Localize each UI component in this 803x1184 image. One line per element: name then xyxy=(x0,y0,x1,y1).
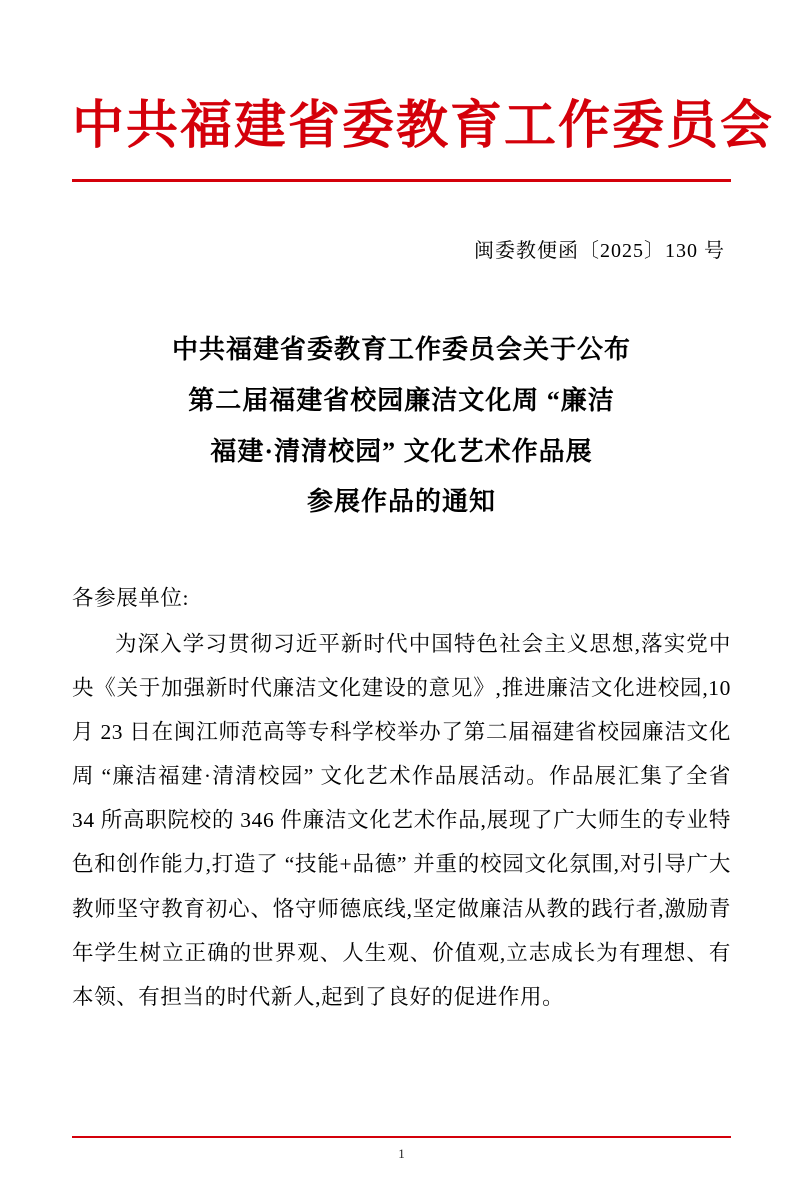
title-line-2: 第二届福建省校园廉洁文化周 “廉洁 xyxy=(188,386,615,416)
footer-divider-rule xyxy=(72,1136,731,1138)
document-body xyxy=(72,576,731,1019)
title-line-1: 中共福建省委教育工作委员会关于公布 xyxy=(171,335,631,365)
header-divider-rule xyxy=(72,179,731,182)
issuing-organization-title: 中共福建省委教育工作委员会 xyxy=(72,98,775,155)
body-paragraph-1: 为深入学习贯彻习近平新时代中国特色社会主义思想,落实党中央《关于加强新时代廉洁文化建设的意见》,推进廉洁文化进校园,10 月 23 日在闽江师范高等专科学校举办了第二届福建省校园廉洁文化周 “廉洁福建·清清校园” 文化艺术作品展活动。作品展汇集了全省 34 所高职院校的 346 件廉洁文化艺术作品,展现了广大师生的专业特色和创作能力,打造了 “技能+品德” 并重的校园文化氛围,对引导广大教师坚守教育初心、恪守师德底线,坚定做廉洁从教的践行者,激励青年学生树立正确的世界观、人生观、价值观,立志成长为有理想、有本领、有担当的时代新人,起到了良好的促进作用。 xyxy=(72,632,731,1009)
document-number-row xyxy=(72,234,731,263)
document-number: 闽委教便函〔2025〕130 号 xyxy=(474,240,725,263)
document-header xyxy=(72,0,775,182)
title-line-4: 参展作品的通知 xyxy=(306,487,496,517)
document-title xyxy=(72,325,731,528)
page-number: 1 xyxy=(398,1146,405,1161)
salutation: 各参展单位: xyxy=(72,586,190,611)
title-line-3: 福建·清清校园” 文化艺术作品展 xyxy=(210,436,593,466)
